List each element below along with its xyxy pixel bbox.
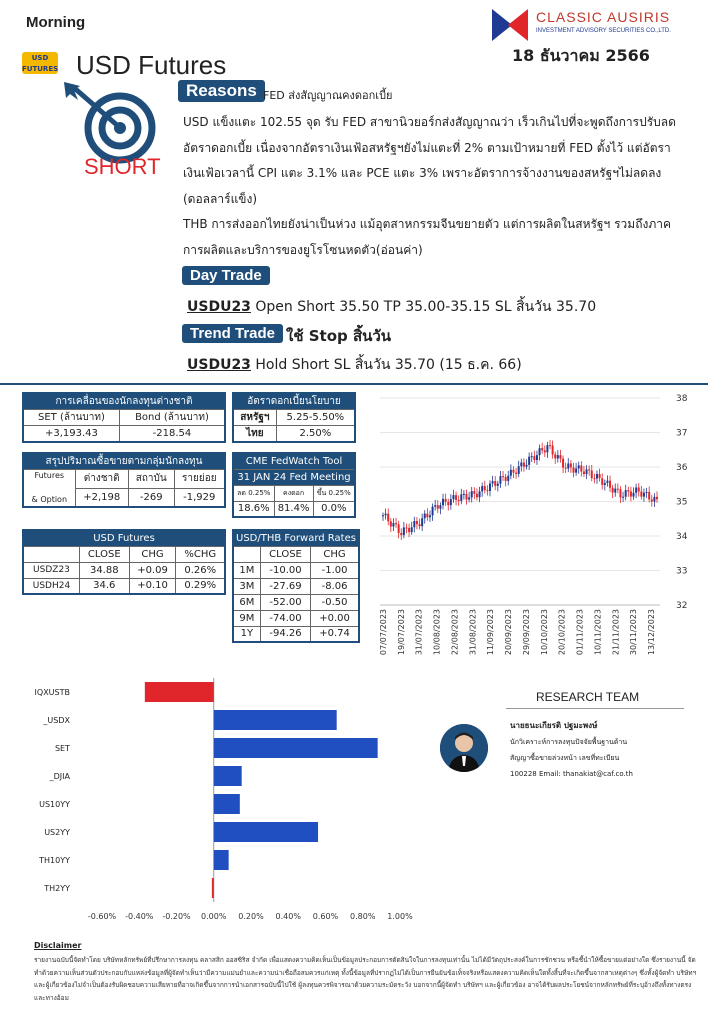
x-tick-label: 30/11/2023 — [629, 609, 639, 656]
usdthb-price-chart — [372, 390, 700, 665]
day-trade-symbol: USDU23 — [187, 299, 251, 315]
analyst-license: สัญญาซื้อขายล่วงหน้า เลขที่ทะเบียน — [510, 754, 620, 762]
candle-body — [382, 515, 384, 516]
candle-body — [526, 465, 528, 467]
candle-body — [523, 463, 525, 467]
trend-trade-text: Hold Short SL สิ้นวัน 35.70 (15 ธ.ค. 66) — [250, 357, 522, 373]
table-cell: 1Y — [233, 626, 260, 642]
futures-option-label — [23, 470, 75, 508]
candle-body — [416, 521, 418, 524]
x-tick-label: 10/08/2023 — [432, 609, 442, 656]
y-tick-label: 35 — [676, 497, 688, 508]
candle-body — [533, 456, 535, 460]
table-cell: 0.26% — [176, 562, 225, 578]
table-cell: -74.00 — [260, 610, 310, 626]
col-header: SET (ล้านบาท) — [23, 410, 119, 426]
table-cell: -218.54 — [119, 426, 225, 442]
x-tick-label: 19/07/2023 — [396, 609, 406, 656]
candle-body — [549, 445, 551, 446]
reasons-heading: Reasons — [178, 80, 265, 102]
candle-body — [473, 491, 475, 494]
candle-body — [651, 499, 653, 501]
usd-futures-title: USD Futures — [23, 530, 225, 546]
category-label: _DJIA — [49, 772, 70, 781]
x-tick-label: 11/09/2023 — [486, 609, 496, 656]
usd-reason-paragraph: USD แข็งแตะ 102.55 จุด รับ FED สาขานิวยอร์กส่งสัญญาณว่า เร็วเกินไปที่จะพูดถึงการปรับลดอัตราดอกเบี้ย เนื่องจากอัตราเงินเฟ้อสหรัฐฯยังไม่แตะที่ 2% ตามเป้าหมายที่ FED ตั้งไว้ แต่อัตราเงินเฟ้อเวลานี้ CPI แตะ 3.1% และ PCE แตะ 3% เพราะอัตราการจ้างงานของสหรัฐฯไม่ลดลง (ดอลลาร์แข็ง) — [183, 115, 676, 206]
candle-body — [572, 467, 574, 472]
candle-body — [552, 445, 554, 454]
candle-body — [596, 474, 598, 478]
policy-rate-title: อัตราดอกเบี้ยนโยบาย — [233, 393, 355, 410]
table-cell: 9M — [233, 610, 260, 626]
foreign-flow-title: การเคลื่อนของนักลงทุนต่างชาติ — [23, 393, 225, 410]
candle-body — [432, 507, 434, 516]
bar — [214, 766, 242, 786]
col-header: CHG — [311, 546, 359, 562]
candle-body — [575, 468, 577, 472]
x-tick-label: 10/10/2023 — [539, 609, 549, 656]
category-label: TH10YY — [39, 856, 70, 865]
x-tick-label: 01/11/2023 — [575, 609, 585, 656]
table-cell: ไทย — [233, 426, 276, 443]
candle-body — [518, 466, 520, 474]
analyst-role: นักวิเคราะห์การลงทุนปัจจัยพื้นฐานด้าน — [510, 738, 628, 746]
col-header: Bond (ล้านบาท) — [119, 410, 225, 426]
candle-body — [398, 524, 400, 533]
candle-body — [395, 523, 397, 524]
table-cell: 81.4% — [274, 501, 313, 517]
candle-body — [452, 495, 454, 499]
x-tick-label: 07/07/2023 — [379, 609, 388, 656]
candle-body — [450, 499, 452, 505]
futures-flow-title: สรุปปริมาณซื้อขายตามกลุ่มนักลงทุน — [23, 453, 225, 470]
candle-body — [512, 470, 514, 473]
col-header: CLOSE — [260, 546, 310, 562]
candle-body — [520, 463, 522, 467]
candle-body — [578, 465, 580, 468]
candle-body — [570, 463, 572, 467]
table-cell: -0.50 — [311, 594, 359, 610]
candle-body — [515, 473, 517, 474]
candle-body — [489, 483, 491, 490]
candle-body — [429, 515, 431, 517]
candle-body — [419, 524, 421, 526]
candle-body — [497, 484, 499, 486]
candle-body — [635, 488, 637, 493]
x-tick-label: -0.20% — [162, 912, 191, 921]
candle-body — [617, 489, 619, 490]
futures-flow-table — [22, 452, 226, 508]
x-tick-label: 0.20% — [238, 912, 264, 921]
table-cell: +0.10 — [129, 578, 176, 594]
table-cell: 5.25-5.50% — [276, 410, 355, 426]
candle-body — [494, 481, 496, 486]
candle-body — [481, 486, 483, 491]
candle-body — [460, 494, 462, 501]
category-label: IQXUSTB — [34, 688, 70, 697]
table-cell: -1,929 — [174, 488, 225, 507]
thb-reason-paragraph: THB การส่งออกไทยยังน่าเป็นห่วง แม้อุตสาหกรรมจีนขยายตัว แต่การผลิตในสหรัฐฯ รวมถึงภาคการผลิตและบริการของยูโรโซนหดตัว(อ่อนค่า) — [183, 217, 671, 257]
candle-body — [601, 478, 603, 485]
table-cell: -269 — [128, 488, 174, 507]
table-cell: 34.88 — [79, 562, 129, 578]
x-tick-label: -0.60% — [87, 912, 117, 921]
futures-label: Futures — [34, 471, 65, 480]
table-cell: +0.74 — [311, 626, 359, 642]
table-cell: -8.06 — [311, 578, 359, 594]
day-trade-heading: Day Trade — [182, 266, 270, 285]
candle-body — [567, 463, 569, 468]
x-tick-label: 22/08/2023 — [450, 609, 460, 656]
brand-name: CLASSIC AUSIRIS — [536, 9, 671, 25]
analyst-info — [510, 718, 633, 782]
table-cell: -10.00 — [260, 562, 310, 578]
x-tick-label: 13/12/2023 — [647, 609, 656, 656]
foreign-flow-table — [22, 392, 226, 443]
y-tick-label: 36 — [676, 463, 688, 473]
fedwatch-title: CME FedWatch Tool — [233, 453, 355, 469]
candle-body — [476, 494, 478, 497]
bar — [214, 738, 378, 758]
candle-body — [557, 455, 559, 458]
candle-body — [411, 527, 413, 532]
candle-body — [471, 491, 473, 497]
table-cell: +0.09 — [129, 562, 176, 578]
x-tick-label: 29/09/2023 — [521, 609, 531, 656]
candle-body — [646, 492, 648, 493]
candle-body — [554, 454, 556, 458]
candle-body — [591, 470, 593, 478]
candle-body — [559, 455, 561, 458]
table-cell: +0.00 — [311, 610, 359, 626]
table-cell: 1M — [233, 562, 260, 578]
candle-body — [463, 494, 465, 495]
col-header: %CHG — [176, 546, 225, 562]
col-header: สถาบัน — [128, 470, 174, 489]
x-tick-label: 21/11/2023 — [611, 609, 621, 656]
candle-body — [387, 514, 389, 522]
candle-body — [445, 499, 447, 502]
session-label: Morning — [26, 14, 86, 31]
x-tick-label: 20/09/2023 — [504, 609, 514, 656]
candle-body — [421, 518, 423, 526]
bar — [214, 850, 229, 870]
candle-body — [531, 456, 533, 457]
candle-body — [479, 491, 481, 497]
table-cell: 3M — [233, 578, 260, 594]
bar — [145, 682, 214, 702]
day-trade-line — [187, 296, 596, 318]
candle-body — [385, 514, 387, 516]
y-tick-label: 33 — [676, 566, 688, 577]
x-tick-label: 0.60% — [312, 912, 339, 921]
brand-logo-icon — [490, 5, 530, 45]
candle-body — [455, 495, 457, 500]
candle-body — [625, 490, 627, 497]
candle-body — [653, 497, 655, 502]
candle-body — [486, 490, 488, 491]
candle-body — [499, 476, 501, 484]
candle-body — [510, 470, 512, 476]
candle-body — [413, 521, 415, 527]
candle-body — [599, 474, 601, 478]
candle-body — [627, 490, 629, 491]
candle-body — [458, 500, 460, 501]
candle-body — [466, 494, 468, 500]
candle-body — [439, 505, 441, 509]
y-tick-label: 34 — [676, 532, 688, 542]
report-date: 18 ธันวาคม 2566 — [512, 46, 650, 65]
x-tick-label: 10/11/2023 — [593, 609, 603, 656]
candle-body — [544, 450, 546, 452]
col-header: คงดอก — [274, 485, 313, 501]
table-cell: USDZ23 — [23, 562, 79, 578]
trend-trade-heading: Trend Trade — [182, 324, 283, 343]
analyst-contact: 100228 Email: thanakiat@caf.co.th — [510, 770, 633, 778]
table-cell: -52.00 — [260, 594, 310, 610]
candle-body — [536, 455, 538, 460]
col-header — [23, 546, 79, 562]
bar — [214, 710, 337, 730]
forward-rates-title: USD/THB Forward Rates — [233, 530, 359, 546]
trend-trade-symbol: USDU23 — [187, 357, 251, 373]
category-label: TH2YY — [44, 884, 70, 893]
table-cell: -27.69 — [260, 578, 310, 594]
candle-body — [604, 483, 606, 485]
x-tick-label: 0.80% — [350, 912, 376, 921]
analyst-avatar — [440, 724, 488, 772]
candle-body — [447, 502, 449, 505]
category-label: US10YY — [39, 800, 70, 809]
candle-body — [609, 481, 611, 488]
usd-futures-table — [22, 529, 226, 595]
col-header: CHG — [129, 546, 176, 562]
x-tick-label: 20/10/2023 — [557, 609, 567, 656]
category-label: SET — [54, 744, 70, 753]
table-cell: 34.6 — [79, 578, 129, 594]
signal-label: SHORT — [84, 154, 161, 179]
bar — [214, 822, 318, 842]
category-label: _USDX — [43, 716, 70, 725]
candle-body — [405, 528, 407, 529]
research-team-title: RESEARCH TEAM — [536, 690, 640, 704]
candle-body — [424, 514, 426, 519]
col-header: ขึ้น 0.25% — [313, 485, 355, 501]
y-tick-label: 37 — [676, 428, 688, 439]
candle-body — [426, 514, 428, 518]
trend-trade-line — [187, 354, 522, 376]
candle-body — [565, 468, 567, 469]
col-header — [233, 546, 260, 562]
candle-body — [614, 489, 616, 493]
fedwatch-subtitle: 31 JAN 24 Fed Meeting — [233, 469, 355, 485]
candle-body — [507, 476, 509, 481]
candle-body — [630, 491, 632, 496]
forward-rates-table — [232, 529, 360, 643]
y-tick-label: 32 — [676, 601, 688, 611]
candle-body — [583, 472, 585, 474]
candle-body — [638, 488, 640, 492]
table-cell: +3,193.43 — [23, 426, 119, 442]
table-cell: -1.00 — [311, 562, 359, 578]
table-cell: 18.6% — [233, 501, 274, 517]
table-cell: +2,198 — [75, 488, 128, 507]
candle-body — [546, 445, 548, 452]
table-cell: USDH24 — [23, 578, 79, 594]
brand-subtitle: INVESTMENT ADVISORY SECURITIES CO.,LTD. — [536, 28, 671, 34]
candle-body — [612, 488, 614, 493]
candle-body — [539, 448, 541, 455]
trend-trade-caption: ใช้ Stop สิ้นวัน — [286, 327, 392, 345]
section-divider — [0, 383, 708, 385]
candle-body — [648, 492, 650, 500]
candle-body — [619, 489, 621, 497]
candle-body — [408, 528, 410, 532]
candle-body — [656, 497, 658, 499]
candle-body — [622, 497, 624, 498]
research-divider — [506, 708, 684, 709]
bar — [214, 794, 240, 814]
candle-body — [434, 505, 436, 506]
candle-body — [528, 457, 530, 465]
candle-body — [593, 478, 595, 479]
col-header: รายย่อย — [174, 470, 225, 489]
candle-body — [643, 493, 645, 497]
reasons-caption: FED ส่งสัญญาณคงดอกเบี้ย — [263, 89, 393, 102]
table-cell: สหรัฐฯ — [233, 410, 276, 426]
y-tick-label: 38 — [676, 394, 688, 404]
candle-body — [588, 469, 590, 470]
usd-futures-badge-icon: USD FUTURES — [22, 54, 59, 73]
x-tick-label: 31/07/2023 — [414, 609, 424, 656]
candle-body — [505, 477, 507, 481]
x-tick-label: 31/08/2023 — [468, 609, 478, 656]
col-header: CLOSE — [79, 546, 129, 562]
col-header: ต่างชาติ — [75, 470, 128, 489]
disclaimer-text: รายงานฉบับนี้จัดทำโดย บริษัทหลักทรัพย์ที่ปรึกษาการลงทุน คลาสสิก ออสซิริส จำกัด เพื่อแสดงความคิดเห็นเป็นข้อมูลประกอบการตัดสินใจในการลงทุนเท่านั้น ไม่ได้มีวัตถุประสงค์ในการชักชวน หรือชี้นำให้ซื้อขายแต่อย่างใด ซึ่งรายงานนี้ จัดทำด้วยความเห็นส่วนตัวประกอบกับแหล่งข้อมูลที่ผู้จัดทำเห็นว่ามีความแม่นยำและความน่าเชื่อถือสมควรแก่เหตุ ทั้งนี้ข้อมูลที่ปรากฏไม่ได้เป็นการยืนยันข้อเท็จจริงหรือแสดงความคิดเห็นใดทั้งสิ้นที่จะเกิดขึ้นจากสาเหตุต่างๆ ซึ่งทั้งผู้จัดทำ บริษัทฯ และผู้เกี่ยวข้องไม่จำเป็นต้องรับผิดชอบความเสียหายที่อาจเกิดขึ้นจากการนำเอกสารฉบับนี้ไปใช้ ผู้ลงทุนควรพิจารณาด้วยความระมัดระวัง บอกจากนี้ผู้จัดทำ บริษัทฯ และผู้เกี่ยวข้อง อาจได้รับผลประโยชน์จากหลักทรัพย์ที่ระบุอ้างถึงทั้งทางตรงและทางอ้อม — [34, 956, 697, 1002]
x-tick-label: -0.40% — [125, 912, 154, 921]
candle-body — [442, 499, 444, 505]
market-change-bar-chart — [26, 676, 426, 926]
candle-body — [586, 469, 588, 474]
candle-body — [541, 448, 543, 450]
candle-body — [392, 523, 394, 526]
x-tick-label: 0.40% — [275, 912, 301, 921]
x-tick-label: 1.00% — [387, 912, 413, 921]
candle-body — [484, 486, 486, 490]
candle-body — [562, 459, 564, 468]
candle-body — [403, 528, 405, 536]
table-cell: 0.0% — [313, 501, 355, 517]
x-tick-label: 0.00% — [201, 912, 227, 921]
category-label: US2YY — [44, 828, 70, 837]
candle-body — [633, 493, 635, 497]
candle-body — [580, 465, 582, 471]
candle-body — [400, 533, 402, 535]
bar — [212, 878, 214, 898]
candle-body — [390, 521, 392, 526]
col-header: ลด 0.25% — [233, 485, 274, 501]
table-cell: -94.26 — [260, 626, 310, 642]
candle-body — [468, 497, 470, 499]
page-title: USD Futures — [76, 50, 227, 80]
fedwatch-table — [232, 452, 356, 518]
table-cell: 6M — [233, 594, 260, 610]
analyst-name: นายธนะเกียรติ ปฐมะพงษ์ — [510, 721, 598, 730]
policy-rate-table — [232, 392, 356, 443]
table-cell: 2.50% — [276, 426, 355, 443]
candle-body — [492, 481, 494, 483]
option-label: & Option — [31, 495, 68, 504]
candle-body — [606, 481, 608, 483]
day-trade-text: Open Short 35.50 TP 35.00-35.15 SL สิ้นวัน 35.70 — [250, 299, 597, 315]
disclaimer-title: Disclaimer — [34, 941, 82, 950]
candle-body — [437, 505, 439, 508]
candle-body — [502, 476, 504, 477]
table-cell: 0.29% — [176, 578, 225, 594]
candle-body — [640, 492, 642, 497]
